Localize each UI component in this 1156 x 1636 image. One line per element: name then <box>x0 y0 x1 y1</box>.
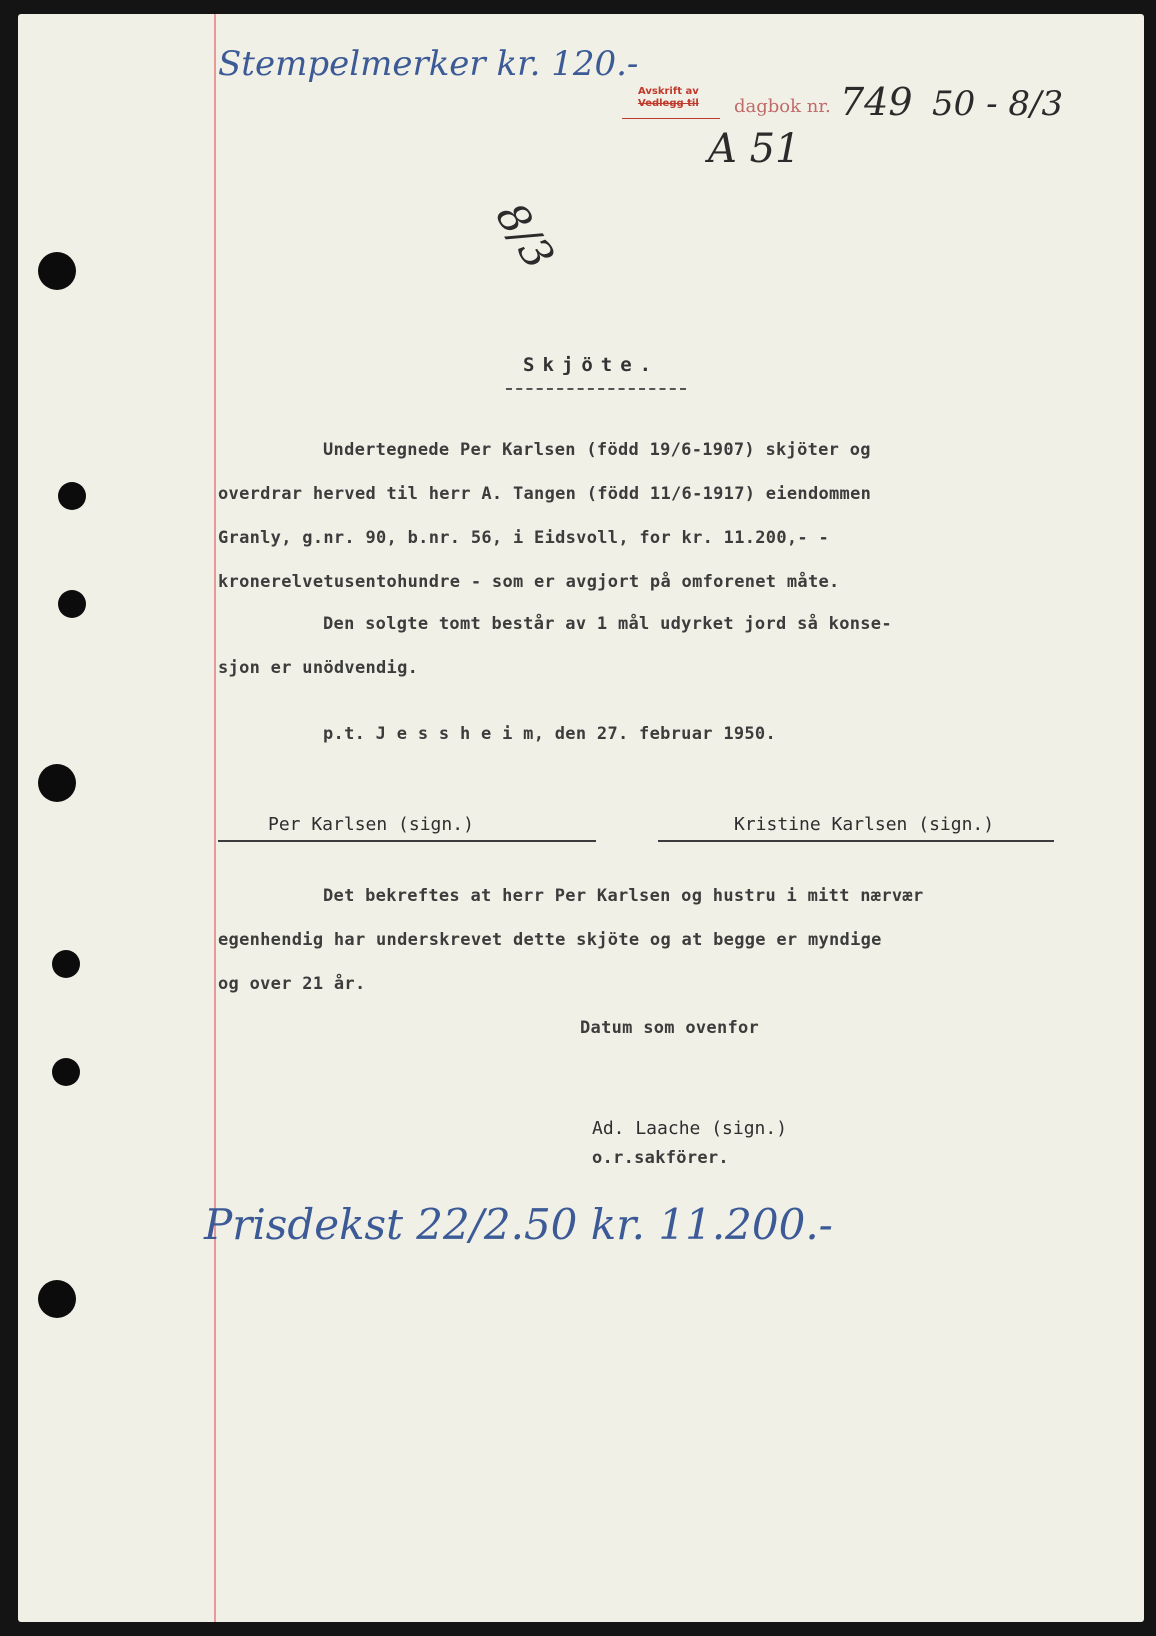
punch-hole <box>38 764 76 802</box>
stamp-duty-note: Stempelmerker kr. 120.- <box>218 44 639 84</box>
datum-line: Datum som ovenfor <box>580 1018 760 1038</box>
body-line: kronerelvetusentohundre - som er avgjort på omforenet måte. <box>218 572 840 592</box>
archive-reference: A 51 <box>708 126 801 172</box>
signature-right-line <box>658 840 1054 842</box>
body-line: og over 21 år. <box>218 974 366 994</box>
margin-line <box>214 14 216 1622</box>
body-line: Undertegnede Per Karlsen (född 19/6-1907) skjöter og <box>323 440 871 460</box>
price-note: Prisdekst 22/2.50 kr. 11.200.- <box>204 1200 833 1249</box>
punch-hole <box>38 252 76 290</box>
body-line: Det bekreftes at herr Per Karlsen og hustru i mitt nærvær <box>323 886 924 906</box>
stamp-rule <box>622 118 720 119</box>
place-date: p.t. J e s s h e i m, den 27. februar 1950. <box>323 724 776 744</box>
body-line: Den solgte tomt består av 1 mål udyrket jord så konse- <box>323 614 892 634</box>
title-underline <box>506 388 686 390</box>
body-line: Granly, g.nr. 90, b.nr. 56, i Eidsvoll, for kr. 11.200,- - <box>218 528 830 548</box>
date-note: 8/3 <box>486 194 564 278</box>
body-line: overdrar herved til herr A. Tangen (född 11/6-1917) eiendommen <box>218 484 872 504</box>
punch-hole <box>52 950 80 978</box>
body-line: sjon er unödvendig. <box>218 658 419 678</box>
witness-name: Ad. Laache (sign.) <box>592 1118 788 1139</box>
dagbok-number: 749 <box>840 80 913 124</box>
witness-title: o.r.sakförer. <box>592 1148 729 1168</box>
stamp-line1: Avskrift av <box>638 86 699 97</box>
signature-right: Kristine Karlsen (sign.) <box>734 814 995 835</box>
copy-stamp <box>638 86 699 110</box>
dagbok-label: dagbok nr. <box>734 96 831 117</box>
dagbok-year: 50 - 8/3 <box>932 84 1064 124</box>
punch-hole <box>38 1280 76 1318</box>
punch-hole <box>58 590 86 618</box>
document-page <box>18 14 1144 1622</box>
signature-left: Per Karlsen (sign.) <box>268 814 474 835</box>
body-line: egenhendig har underskrevet dette skjöte og at begge er myndige <box>218 930 882 950</box>
document-title: Skjöte. <box>523 354 660 376</box>
punch-hole <box>52 1058 80 1086</box>
signature-left-line <box>218 840 596 842</box>
punch-hole <box>58 482 86 510</box>
stamp-line2: Vedlegg til <box>638 98 699 109</box>
